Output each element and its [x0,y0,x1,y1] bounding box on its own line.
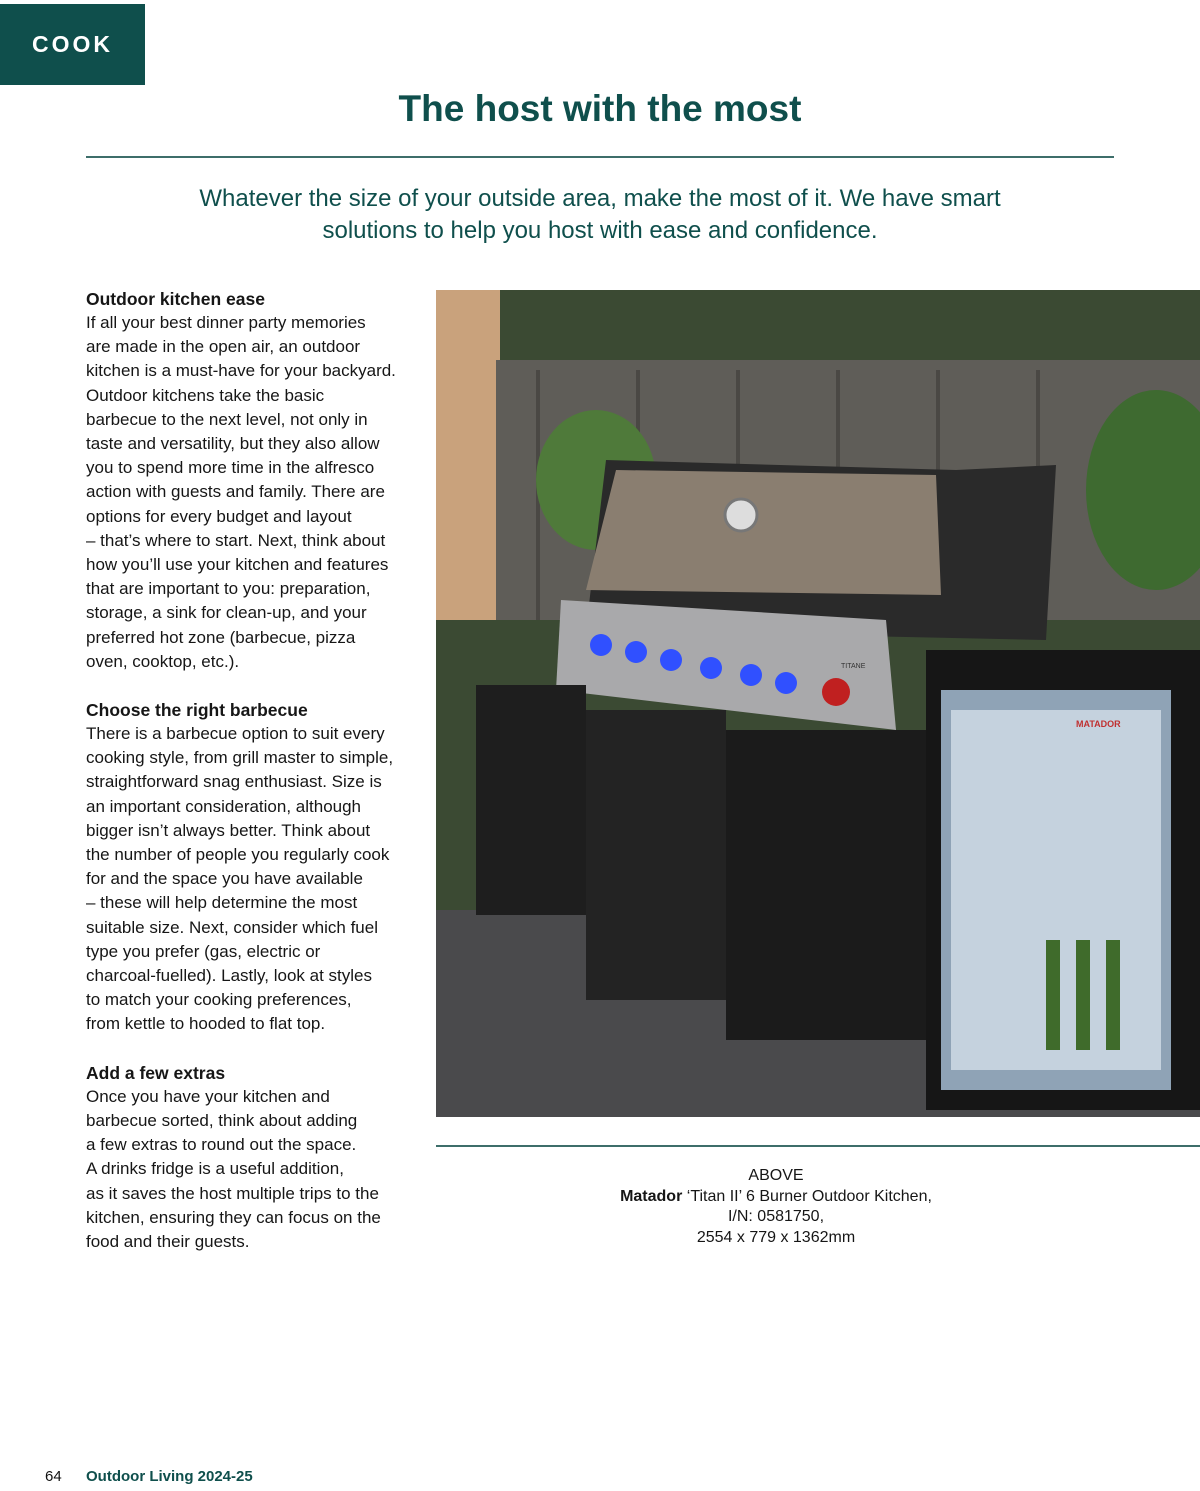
body-line: barbecue sorted, think about adding [86,1110,358,1130]
body-line: bigger isn’t always better. Think about [86,820,371,840]
article-section [86,287,426,674]
body-line: kitchen, ensuring they can focus on the [86,1207,381,1227]
title-divider [86,156,1114,158]
body-line: to match your cooking preferences, [86,990,352,1010]
section-heading: Add a few extras [86,1062,226,1083]
body-line: – that’s where to start. Next, think about [86,530,386,550]
body-line: Once you have your kitchen and [86,1086,330,1106]
body-line: barbecue to the next level, not only in [86,409,368,429]
outdoor-kitchen-photo [436,290,1200,1117]
grill-brand: TITANE [841,663,866,670]
body-line: storage, a sink for clean-up, and your [86,603,367,623]
body-line: food and their guests. [86,1231,250,1251]
caption-brand: Matador [620,1187,683,1205]
publication-title: Outdoor Living 2024-25 [86,1468,253,1485]
intro-line: Whatever the size of your outside area, make the most of it. We have smart [199,185,1001,212]
caption-divider [436,1145,1200,1147]
intro-line: solutions to help you host with ease and confidence. [322,217,878,244]
body-line: Outdoor kitchens take the basic [86,385,325,405]
body-line: oven, cooktop, etc.). [86,651,240,671]
section-heading: Choose the right barbecue [86,700,308,721]
body-line: kitchen is a must-have for your backyard. [86,361,396,381]
body-line: – these will help determine the most [86,893,358,913]
fridge-brand: MATADOR [1076,719,1121,729]
body-line: a few extras to round out the space. [86,1135,357,1155]
body-line: A drinks fridge is a useful addition, [86,1159,344,1179]
body-column [86,287,426,1278]
caption-product: ‘Titan II’ 6 Burner Outdoor Kitchen, [682,1187,932,1205]
body-line: how you’ll use your kitchen and features [86,555,389,575]
body-line: action with guests and family. There are [86,482,385,502]
page-number: 64 [45,1468,62,1485]
body-line: type you prefer (gas, electric or [86,941,321,961]
body-line: options for every budget and layout [86,506,352,526]
section-heading: Outdoor kitchen ease [86,289,265,309]
body-line: taste and versatility, but they also allow [86,434,380,454]
body-line: as it saves the host multiple trips to the [86,1183,379,1203]
article-section [86,698,426,1037]
body-line: charcoal-fuelled). Lastly, look at styles [86,966,372,986]
intro-text [0,183,1200,247]
article-section [86,1061,426,1254]
body-line: for and the space you have available [86,869,363,889]
section-tab: COOK [0,4,145,85]
page-title: The host with the most [398,88,802,129]
body-line: the number of people you regularly cook [86,845,390,865]
caption-label: ABOVE [748,1167,804,1184]
caption-item-number: I/N: 0581750, [727,1208,825,1225]
body-line: If all your best dinner party memories [86,313,366,332]
body-line: that are important to you: preparation, [86,579,371,599]
body-line: There is a barbecue option to suit every [86,724,385,744]
caption-dimensions: 2554 x 779 x 1362mm [696,1228,856,1246]
body-line: cooking style, from grill master to simple, [86,748,394,768]
body-line: are made in the open air, an outdoor [86,337,361,357]
body-line: preferred hot zone (barbecue, pizza [86,627,356,647]
body-line: suitable size. Next, consider which fuel [86,917,378,937]
body-line: from kettle to hooded to flat top. [86,1014,326,1034]
photo-caption [436,1166,1116,1248]
body-line: you to spend more time in the alfresco [86,458,375,478]
body-line: straightforward snag enthusiast. Size is [86,772,382,792]
body-line: an important consideration, although [86,796,362,816]
